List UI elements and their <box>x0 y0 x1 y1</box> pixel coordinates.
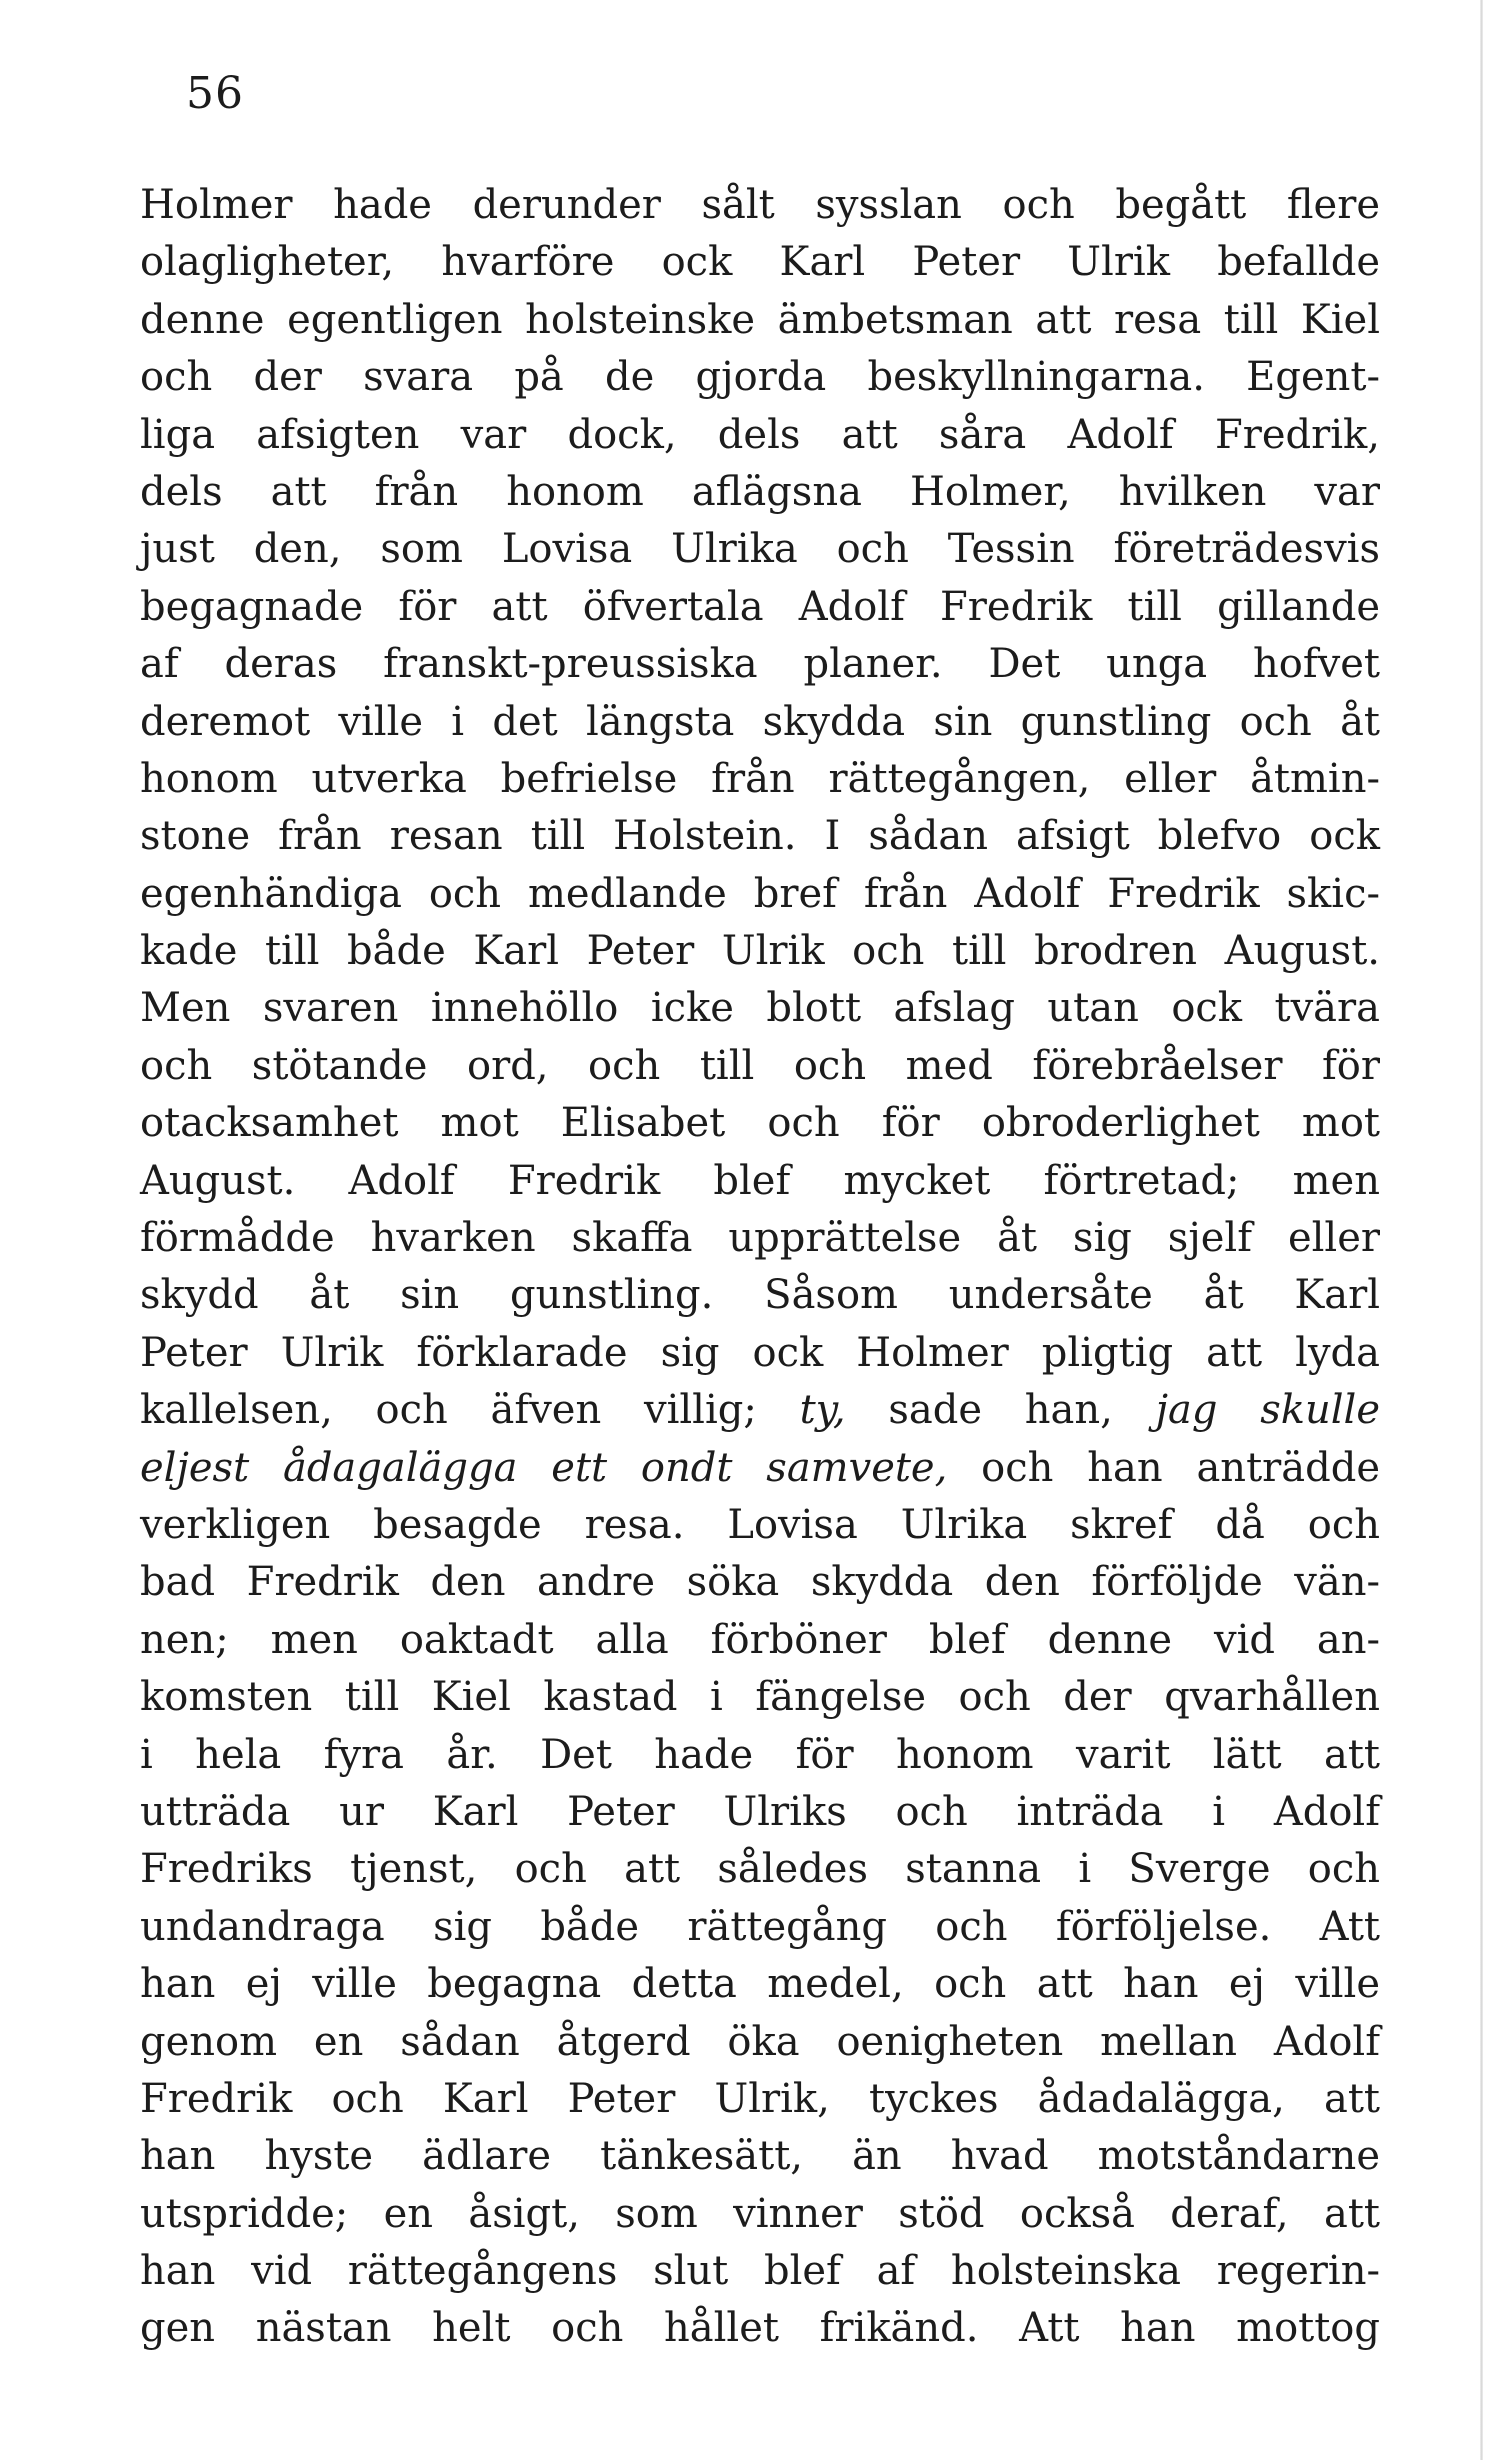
text-line: just den, som Lovisa Ulrika och Tessin företrädesvis <box>140 526 1380 573</box>
text-line: Men svaren innehöllo icke blott afslag utan ock tvära <box>140 985 1380 1032</box>
text-line: i hela fyra år. Det hade för honom varit lätt att <box>140 1731 1380 1778</box>
text-line: komsten till Kiel kastad i fängelse och der qvarhållen <box>140 1674 1380 1721</box>
text-line: genom en sådan åtgerd öka oenigheten mellan Adolf <box>140 2018 1380 2065</box>
text-segment: och han anträdde <box>947 1444 1380 1491</box>
page-number: 56 <box>186 68 244 119</box>
italic-text: eljest ådagalägga ett ondt samvete, <box>140 1444 948 1491</box>
body-text <box>140 177 1380 2358</box>
text-line <box>140 1382 1380 1439</box>
text-segment: sade han, <box>845 1387 1156 1434</box>
text-line: utträda ur Karl Peter Ulriks och inträda i Adolf <box>140 1788 1380 1835</box>
text-line: och der svara på de gjorda beskyllningarna. Egent- <box>140 354 1380 401</box>
text-line: kade till både Karl Peter Ulrik och till brodren August. <box>140 928 1380 975</box>
text-line: honom utverka befrielse från rättegången, eller åtmin- <box>140 755 1380 802</box>
text-line: undandraga sig både rättegång och förföljelse. Att <box>140 1903 1380 1950</box>
text-line: August. Adolf Fredrik blef mycket förtretad; men <box>140 1157 1380 1204</box>
text-line: stone från resan till Holstein. I sådan afsigt blefvo ock <box>140 813 1380 860</box>
text-line: olagligheter, hvarföre ock Karl Peter Ulrik befallde <box>140 239 1380 286</box>
text-line: nen; men oaktadt alla förböner blef denne vid an- <box>140 1616 1380 1663</box>
italic-text: jag skulle <box>1155 1387 1380 1434</box>
text-line: Holmer hade derunder sålt sysslan och begått flere <box>140 182 1380 228</box>
text-line: Peter Ulrik förklarade sig ock Holmer pligtig att lyda <box>140 1329 1380 1376</box>
text-line: han vid rättegångens slut blef af holsteinska regerin- <box>140 2248 1380 2295</box>
text-line: denne egentligen holsteinske ämbetsman att resa till Kiel <box>140 296 1380 343</box>
text-line: otacksamhet mot Elisabet och för obroderlighet mot <box>140 1100 1380 1147</box>
text-line: han ej ville begagna detta medel, och att han ej ville <box>140 1961 1380 2008</box>
text-segment: kallelsen, och äfven villig; <box>140 1387 800 1434</box>
text-line: och stötande ord, och till och med förebråelser för <box>140 1042 1380 1089</box>
italic-text: ty, <box>799 1387 846 1434</box>
text-line: skydd åt sin gunstling. Såsom undersåte åt Karl <box>140 1272 1380 1319</box>
text-line: egenhändiga och medlande bref från Adolf Fredrik skic- <box>140 870 1380 917</box>
text-line <box>140 1440 1380 1497</box>
text-line: Fredrik och Karl Peter Ulrik, tyckes ådadalägga, att <box>140 2075 1380 2122</box>
text-line: deremot ville i det längsta skydda sin gunstling och åt <box>140 698 1380 745</box>
text-line: bad Fredrik den andre söka skydda den förföljde vän- <box>140 1559 1380 1606</box>
text-line: af deras franskt-preussiska planer. Det unga hofvet <box>140 641 1380 688</box>
text-line: utspridde; en åsigt, som vinner stöd också deraf, att <box>140 2190 1380 2237</box>
text-line: dels att från honom aflägsna Holmer, hvilken var <box>140 468 1380 515</box>
page-edge <box>1480 0 1483 2460</box>
text-line: begagnade för att öfvertala Adolf Fredrik till gillande <box>140 583 1380 630</box>
text-line: Fredriks tjenst, och att således stanna i Sverge och <box>140 1846 1380 1893</box>
text-line: verkligen besagde resa. Lovisa Ulrika skref då och <box>140 1501 1380 1548</box>
text-line: han hyste ädlare tänkesätt, än hvad motståndarne <box>140 2133 1380 2180</box>
text-line: liga afsigten var dock, dels att såra Adolf Fredrik, <box>140 411 1380 458</box>
text-line: gen nästan helt och hållet frikänd. Att han mottog <box>140 2305 1380 2352</box>
text-line: förmådde hvarken skaffa upprättelse åt sig sjelf eller <box>140 1215 1380 1262</box>
